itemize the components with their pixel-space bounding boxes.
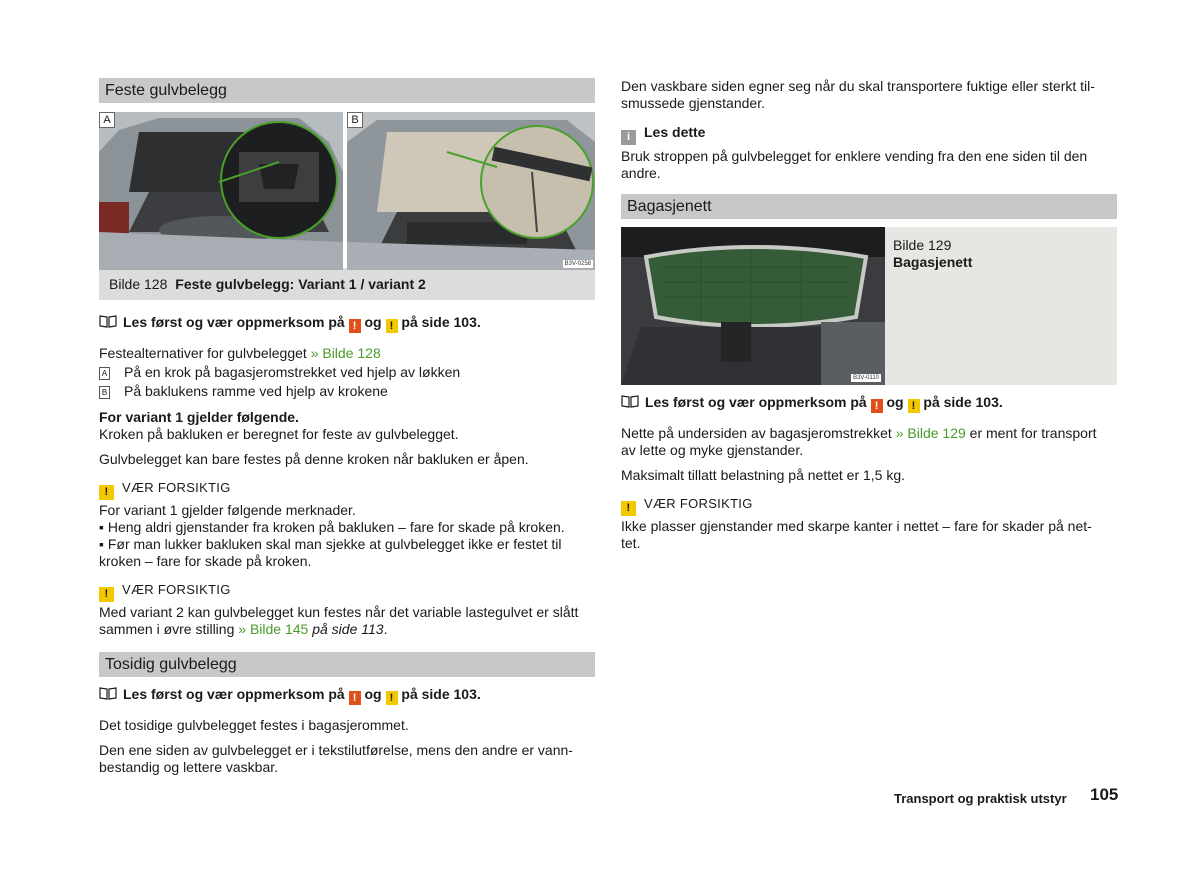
stop-warning-icon: !	[349, 319, 361, 333]
caution2-line2-pre: sammen i øvre stilling	[99, 621, 235, 637]
read-first-text: Les først og vær oppmerksom på	[123, 686, 345, 702]
tosidig-paragraph-2b: bestandig og lettere vaskbar.	[99, 759, 279, 775]
tosidig-paragraph-2a: Den ene siden av gulvbelegget er i tekstilutførelse, mens den andre er vann-	[99, 742, 573, 758]
tosidig-paragraph-1: Det tosidige gulvbelegget festes i bagasjerommet.	[99, 717, 409, 733]
figure-caption-text: Feste gulvbelegg: Variant 1 / variant 2	[175, 276, 426, 292]
right-column	[621, 78, 1117, 552]
section-title-bagasjenett: Bagasjenett	[621, 194, 1117, 219]
caution1-bullet1: ▪ Heng aldri gjenstander fra kroken på bakluken – fare for skade på kroken.	[99, 519, 565, 535]
section-title-feste-gulvbelegg: Feste gulvbelegg	[99, 78, 595, 103]
nett-text-c: av lette og myke gjenstander.	[621, 442, 804, 458]
caution-heading-3	[621, 495, 1117, 516]
caution-icon: !	[908, 399, 920, 413]
caution1-bullet2b: kroken – fare for skade på kroken.	[99, 553, 312, 569]
washable-paragraph-b: smussede gjenstander.	[621, 95, 765, 111]
note-line-a: Bruk stroppen på gulvbelegget for enklere vending fra den ene siden til den	[621, 148, 1088, 164]
caution-icon: !	[386, 319, 398, 333]
stop-warning-icon: !	[349, 691, 361, 705]
trunk-photo-b	[347, 112, 595, 270]
caution2-line2	[99, 621, 595, 638]
fastening-heading-text: Festealternativer for gulvbelegget	[99, 345, 307, 361]
nett-text-b: er ment for transport	[969, 425, 1097, 441]
figure-code: B3V-0110	[853, 375, 879, 381]
washable-paragraph-a: Den vaskbare siden egner seg når du skal transportere fuktige eller sterkt til-	[621, 78, 1095, 94]
read-first-line	[99, 686, 595, 705]
note-line-b: andre.	[621, 165, 661, 181]
figure-128	[99, 112, 595, 270]
left-column	[99, 78, 595, 776]
trunk-photo-a	[99, 112, 343, 270]
nett-paragraph-1	[621, 425, 1117, 442]
footer-chapter-title: Transport og praktisk utstyr	[894, 791, 1067, 806]
figure-label-a: A	[99, 112, 115, 128]
figure-128-panel-a	[99, 112, 343, 270]
list-item-b	[99, 383, 595, 400]
figure-label-b: B	[347, 112, 363, 128]
info-icon: i	[621, 130, 636, 145]
book-icon	[99, 315, 117, 328]
cargo-net-photo	[621, 227, 885, 385]
read-first-page: på side 103.	[923, 394, 1003, 410]
caution3-line1: Ikke plasser gjenstander med skarpe kanter i nettet – fare for skader på net-	[621, 518, 1092, 534]
variant1-line: Kroken på bakluken er beregnet for feste av gulvbelegget.	[99, 426, 459, 442]
section-title-tosidig: Tosidig gulvbelegg	[99, 652, 595, 677]
caution-title: VÆR FORSIKTIG	[122, 582, 231, 597]
variant1-heading: For variant 1 gjelder følgende.	[99, 409, 299, 425]
caution3-line2: tet.	[621, 535, 641, 551]
fastening-heading	[99, 345, 595, 362]
caution2-page-ref: på side 113	[312, 621, 384, 637]
caution-icon: !	[621, 501, 636, 516]
figure-128-panel-b	[347, 112, 595, 270]
caution2-period: .	[383, 621, 388, 637]
caution-heading-1	[99, 479, 595, 500]
caution2-line1: Med variant 2 kan gulvbelegget kun festes når det variable lastegulvet er slått	[99, 604, 579, 620]
list-item-a	[99, 364, 595, 381]
figure-129-photo	[621, 227, 885, 385]
figure-129	[621, 227, 1117, 385]
variant1-paragraph: Gulvbelegget kan bare festes på denne kroken når bakluken er åpen.	[99, 451, 529, 467]
read-first-og: og	[364, 314, 382, 330]
read-first-og: og	[364, 686, 382, 702]
caution-title: VÆR FORSIKTIG	[644, 496, 753, 511]
figure-128-caption	[99, 268, 595, 300]
read-first-page: på side 103.	[401, 314, 481, 330]
figure-145-link[interactable]: » Bilde 145	[238, 621, 309, 637]
figure-caption-text: Bagasjenett	[893, 254, 973, 270]
item-letter-b: B	[99, 386, 110, 399]
nett-paragraph-2: Maksimalt tillatt belastning på nettet er 1,5 kg.	[621, 467, 906, 483]
caution-title: VÆR FORSIKTIG	[122, 480, 231, 495]
figure-128-link[interactable]: » Bilde 128	[310, 345, 381, 361]
read-first-text: Les først og vær oppmerksom på	[123, 314, 345, 330]
item-text-b: På baklukens ramme ved hjelp av krokene	[124, 383, 388, 399]
figure-code: B3V-0258	[564, 261, 591, 267]
figure-129-link[interactable]: » Bilde 129	[895, 425, 966, 441]
read-first-page: på side 103.	[401, 686, 481, 702]
caution1-line1: For variant 1 gjelder følgende merknader.	[99, 502, 356, 518]
note-heading	[621, 124, 1117, 145]
read-first-og: og	[886, 394, 904, 410]
stop-warning-icon: !	[871, 399, 883, 413]
figure-caption-number: Bilde 129	[893, 237, 952, 253]
caution-icon: !	[99, 587, 114, 602]
read-first-line	[99, 314, 595, 333]
item-letter-a: A	[99, 367, 110, 380]
note-title: Les dette	[644, 124, 706, 140]
read-first-line	[621, 394, 1117, 413]
caution-heading-2	[99, 581, 595, 602]
book-icon	[99, 687, 117, 700]
caution1-bullet2a: ▪ Før man lukker bakluken skal man sjekke at gulvbelegget ikke er festet til	[99, 536, 562, 552]
caution-icon: !	[99, 485, 114, 500]
figure-129-caption	[893, 237, 1103, 271]
book-icon	[621, 395, 639, 408]
caution-icon: !	[386, 691, 398, 705]
nett-text-a: Nette på undersiden av bagasjeromstrekket	[621, 425, 892, 441]
page-number: 105	[1090, 785, 1119, 804]
item-text-a: På en krok på bagasjeromstrekket ved hjelp av løkken	[124, 364, 461, 380]
figure-caption-number: Bilde 128	[109, 276, 168, 292]
read-first-text: Les først og vær oppmerksom på	[645, 394, 867, 410]
